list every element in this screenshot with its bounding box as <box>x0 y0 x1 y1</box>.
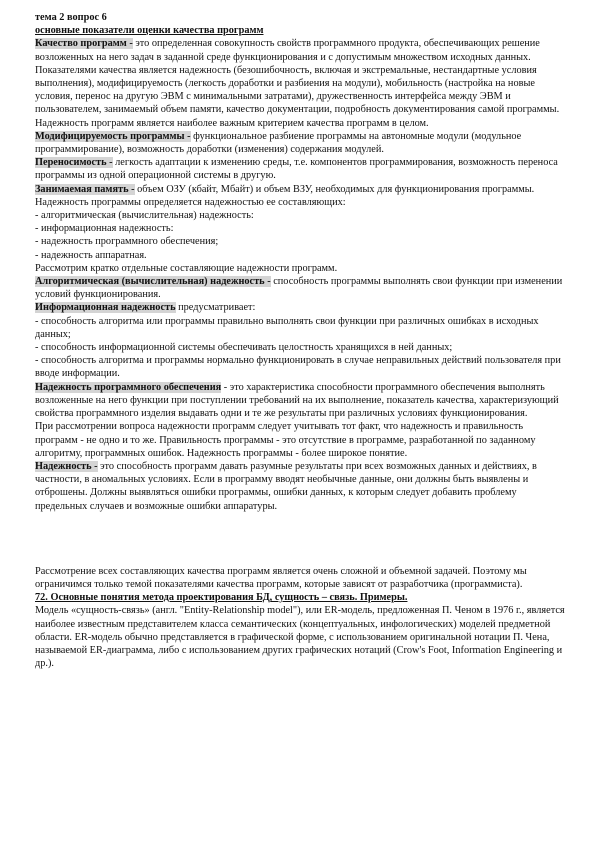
paragraph-text: функциональное разбиение программы на автономные модули (модульное программирование), возможность доработки (изменения) содержания модулей. <box>35 130 522 156</box>
list-item: - алгоритмическая (вычислительная) надежность: <box>35 210 254 222</box>
paragraph-text: - это характеристика способности программного обеспечения выполнять возложенные на него функции при поступлении требований на их выполнение, показатель качества, характеризующий свойства программного изделия выдавать одни и те же результаты при различных условиях функционирования. <box>35 381 559 420</box>
paragraph-algorithmic-reliability <box>35 275 567 301</box>
paragraph-quality-definition <box>35 37 567 63</box>
paragraph-text: это способность программ давать разумные результаты при всех возможных данных и действиях, в частности, в аномальных условиях. Если в программу вводят необычные данные, они должны быть выявлены и отброшены. Должны выявляться ошибки программы, ошибки данных, к которым следует добавить проблему предельных случаев и возможные ошибки аппаратуры. <box>35 460 537 512</box>
term-memory: Занимаемая память - <box>35 183 135 195</box>
term-modifiability: Модифицируемость программы - <box>35 130 191 142</box>
paragraph-memory <box>35 183 567 196</box>
subtitle-heading: основные показатели оценки качества программ <box>35 25 264 37</box>
paragraph-text: это определенная совокупность свойств программного продукта, обеспечивающих решение возложенных на него задач в заданной среде функционирования и с допустимым множеством исходных данных. <box>35 38 540 63</box>
paragraph-reliability-definition <box>35 460 567 513</box>
paragraph-reliability-components: Надежность программы определяется надежностью ее составляющих: <box>35 196 346 208</box>
term-quality: Качество программ - <box>35 38 133 50</box>
list-item: - надежность аппаратная. <box>35 249 147 261</box>
list-item: - способность алгоритма или программы правильно выполнять свои функции при различных ошибках в исходных данных; <box>35 315 539 340</box>
blank-space <box>35 513 567 565</box>
paragraph-consider: Рассмотрим кратко отдельные составляющие надежности программ. <box>35 262 338 274</box>
list-item: - способность алгоритма и программы нормально функционировать в случае неправильных действий пользователя при вводе информации. <box>35 355 561 380</box>
paragraph-text: предусматривает: <box>175 302 256 314</box>
term-information-reliability: Информационная надежность <box>35 302 176 314</box>
paragraph-er-model: Модель «сущность-связь» (англ. "Entity-Relationship model"), или ER-модель, предложенная П. Ченом в 1976 г., является наиболее известным представителем класса семантических (концептуальных, инфологических) моделей предметной области. ER-модель обычно представляется в графической форме, с использованием оригинальной нотации П. Чена, называемой ER-диаграмма, либо с использованием других графических нотаций (Crow's Foot, Information Engineering и др.). <box>35 605 565 670</box>
term-reliability: Надежность - <box>35 460 98 472</box>
paragraph-reliability-importance: Надежность программ является наиболее важным критерием качества программ в целом. <box>35 117 429 129</box>
section-heading-er: 72. Основные понятия метода проектирования БД, сущность – связь. Примеры. <box>35 592 408 604</box>
term-portability: Переносимость - <box>35 157 113 169</box>
list-item: - информационная надежность: <box>35 223 174 235</box>
paragraph-text: легкость адаптации к изменению среды, т.е. компонентов программирования, возможность переноса программы из одной операционной системы в другую. <box>35 157 558 182</box>
paragraph-correctness: При рассмотрении вопроса надежности программ следует учитывать тот факт, что надежность и правильность программ - не одно и то же. Правильность программы - это отсутствие в программе, разработанной по заданному алгоритму, программных ошибок. Надежность программы - более широкое понятие. <box>35 421 536 459</box>
paragraph-software-reliability <box>35 381 567 421</box>
list-item: - способность информационной системы обеспечивать целостность хранящихся в ней данных; <box>35 342 453 354</box>
paragraph-modifiability <box>35 130 567 156</box>
term-algorithmic-reliability: Алгоритмическая (вычислительная) надежность - <box>35 276 271 288</box>
paragraph-information-reliability <box>35 301 567 314</box>
list-item: - надежность программного обеспечения; <box>35 236 219 248</box>
topic-heading: тема 2 вопрос 6 <box>35 12 107 23</box>
paragraph-conclusion: Рассмотрение всех составляющих качества программ является очень сложной и объемной задачей. Поэтому мы ограничимся только темой показателями качества программ, которые зависят от разработчика (программиста). <box>35 565 527 590</box>
term-software-reliability: Надежность программного обеспечения <box>35 381 222 393</box>
paragraph-portability <box>35 156 567 182</box>
paragraph-quality-indicators: Показателями качества является надежность (безошибочность, включая и экстремальные, нестандартные условия выполнения), модифицируемость (легкость доработки и разбиения на модули), мобильность (настройка на новые условия, перенос на другую ЭВМ с минимальными затратами), дружественность интерфейса между ЭВМ и пользователем, занимаемый объем памяти, качество документации, подробность документирования самой программы. <box>35 64 560 116</box>
paragraph-text: объем ОЗУ (кбайт, Мбайт) и объем ВЗУ, необходимых для функционирования программы. <box>134 183 535 195</box>
paragraph-text: способность программы выполнять свои функции при изменении условий функционирования. <box>35 276 563 301</box>
